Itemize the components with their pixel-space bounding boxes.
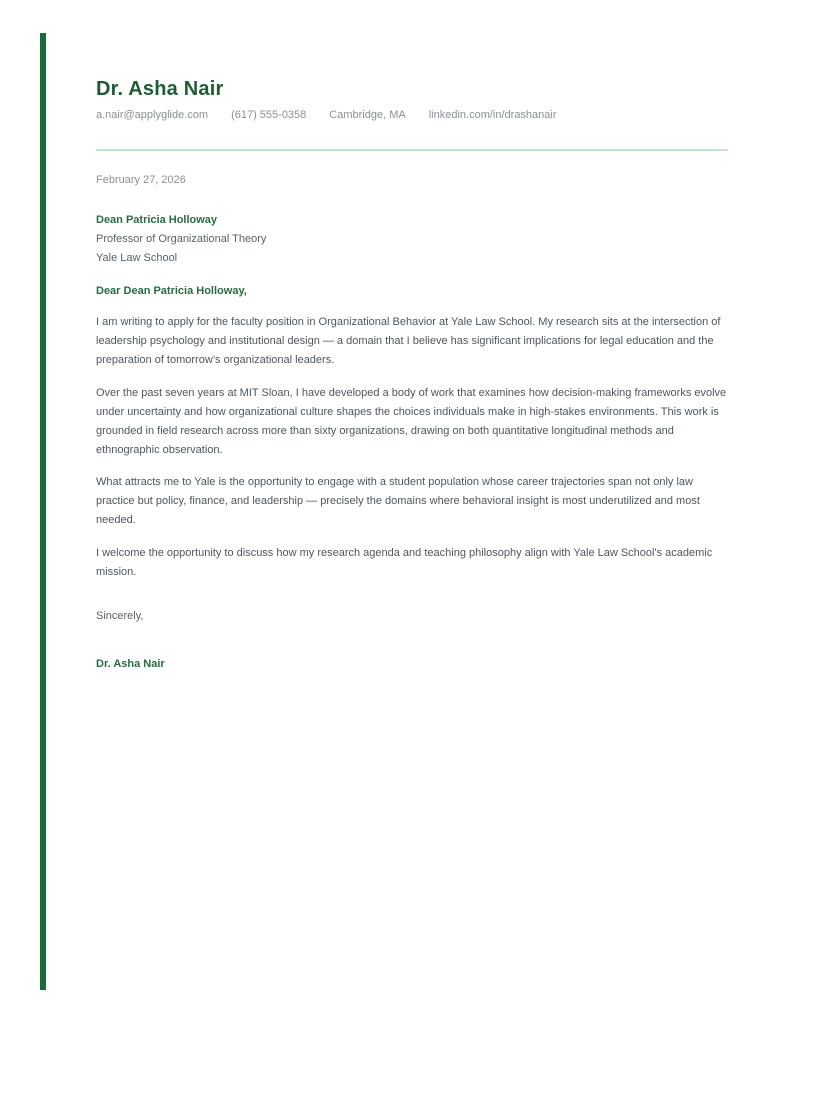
salutation: Dear Dean Patricia Holloway, (96, 285, 247, 298)
closing: Sincerely, (96, 610, 144, 623)
contact-row (96, 108, 728, 122)
contact-linkedin: linkedin.com/in/drashanair (428, 109, 557, 121)
contact-phone: (617) 555-0358 (231, 109, 307, 121)
letter-date: February 27, 2026 (96, 174, 186, 186)
contact-email: a.nair@applyglide.com (96, 109, 209, 121)
signature-name: Dr. Asha Nair (96, 658, 165, 671)
sender-name: Dr. Asha Nair (96, 78, 224, 100)
recipient-title: Professor of Organizational Theory (96, 232, 267, 245)
recipient-name: Dean Patricia Holloway (96, 214, 218, 226)
recipient-organization: Yale Law School (96, 251, 178, 264)
letter-paragraph-3: What attracts me to Yale is the opportunity to engage with a student population whose career trajectories span not only law practice but policy, finance, and leadership — precisely the domains where behavioral insight is most underutilized and most needed. (96, 476, 700, 527)
header-divider (96, 149, 728, 151)
recipient-block (96, 211, 728, 267)
letter-paragraph-4: I welcome the opportunity to discuss how my research agenda and teaching philosophy align with Yale Law School's academic mission. (96, 547, 713, 579)
contact-location: Cambridge, MA (329, 109, 406, 121)
accent-bar (40, 33, 46, 990)
cover-letter-page (96, 0, 728, 674)
letter-paragraph-1: I am writing to apply for the faculty position in Organizational Behavior at Yale Law School. My research sits at the intersection of leadership psychology and institutional design — a domain that I believe has significant implications for legal education and the preparation of tomorrow’s organizational leaders. (96, 316, 721, 367)
letter-paragraph-2: Over the past seven years at MIT Sloan, I have developed a body of work that examines how decision-making frameworks evolve under uncertainty and how organizational culture shapes the choices individuals make in high-stakes environments. This work is grounded in field research across more than sixty organizations, drawing on both quantitative longitudinal methods and ethnographic observation. (96, 387, 727, 457)
